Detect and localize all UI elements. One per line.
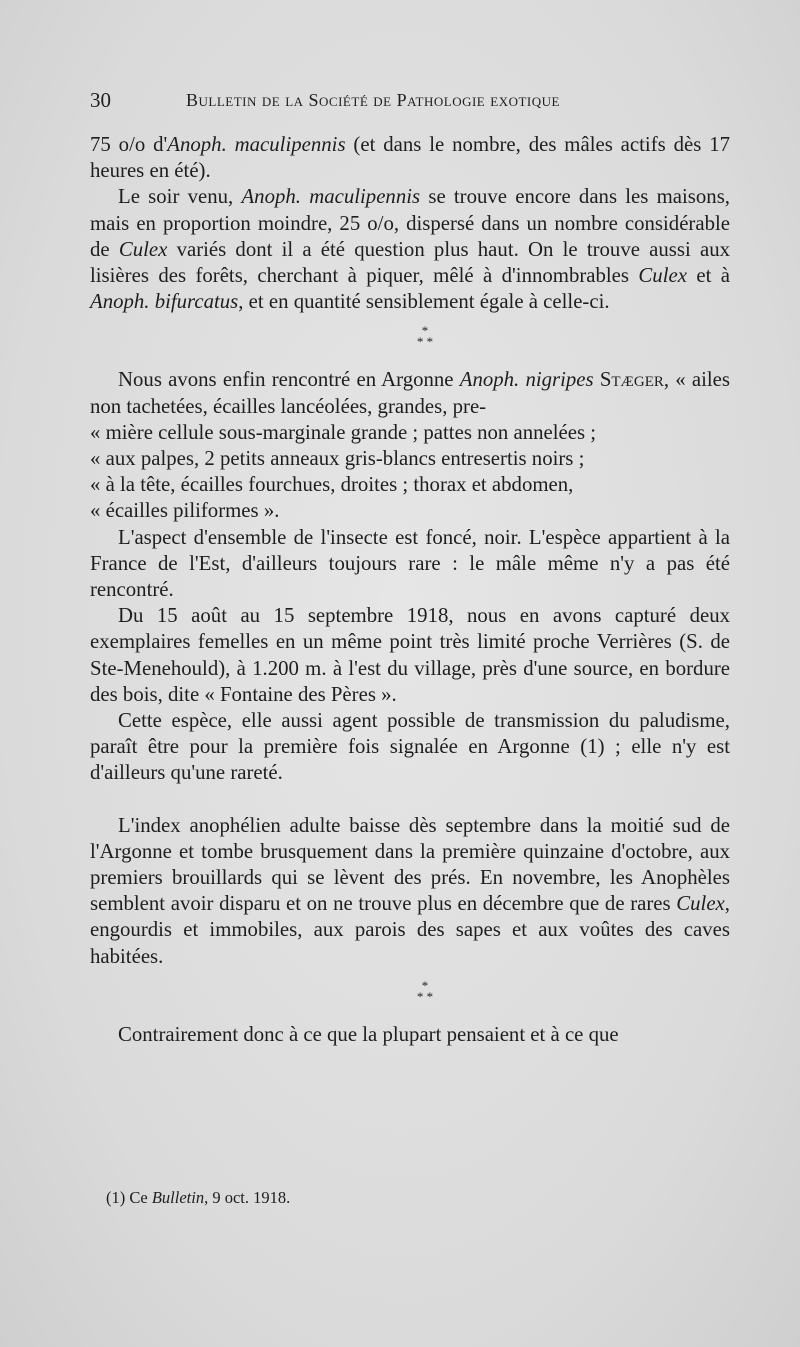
quote-line-4: « écailles piliformes ». — [90, 499, 280, 523]
paragraph-6: Cette espèce, elle aussi agent possible de transmission du paludisme, paraît être pour la première fois signalée en Argonne (1) ; elle n'y est d'ailleurs qu'une rareté. — [90, 709, 730, 785]
quote-line-1: « mière cellule sous-marginale grande ; pattes non annelées ; — [90, 420, 597, 444]
section-asterism: * * * — [416, 323, 434, 350]
running-title: Bulletin de la Société de Pathologie exotique — [186, 90, 560, 110]
page-number: 30 — [90, 88, 111, 112]
page-header — [90, 88, 730, 118]
paragraph-3: Nous avons enfin rencontré en Argonne Anoph. nigripes Stæger, « ailes non tachetées, écailles lancéolées, grandes, pre- — [90, 368, 731, 418]
section-asterism-2: * * * — [416, 977, 434, 1004]
paragraph-4: L'aspect d'ensemble de l'insecte est foncé, noir. L'espèce appartient à la France de l'Est, d'ailleurs toujours rare : le mâle même n'y a pas été rencontré. — [90, 525, 730, 602]
body-text — [90, 132, 730, 1048]
quote-line-3: « à la tête, écailles fourchues, droites ; thorax et abdomen, — [90, 473, 574, 497]
paragraph-1: 75 o/o d'Anoph. maculipennis (et dans le nombre, des mâles actifs dès 17 heures en été). — [90, 133, 730, 183]
paragraph-2: Le soir venu, Anoph. maculipennis se trouve encore dans les maisons, mais en proportion moindre, 25 o/o, dispersé dans un nombre considérable de Culex variés dont il a été question plus haut. On le trouve aussi aux lisières des forêts, cherchant à piquer, mêlé à d'innombrables Culex et à Anoph. bifurcatus, et en quantité sensiblement égale à celle-ci. — [90, 185, 730, 314]
paragraph-8: Contrairement donc à ce que la plupart pensaient et à ce que — [118, 1022, 619, 1046]
paragraph-7: L'index anophélien adulte baisse dès septembre dans la moitié sud de l'Argonne et tombe brusquement dans la première quinzaine d'octobre, aux premiers brouillards qui se lèvent des prés. En novembre, les Anophèles semblent avoir disparu et on ne trouve plus en décembre que de rares Culex, engourdis et immobiles, aux parois des sapes et aux voûtes des caves habitées. — [90, 813, 730, 968]
quote-line-2: « aux palpes, 2 petits anneaux gris-blancs entresertis noirs ; — [90, 447, 585, 471]
paragraph-5: Du 15 août au 15 septembre 1918, nous en avons capturé deux exemplaires femelles en un même point très limité proche Verrières (S. de Ste-Menehould), à 1.200 m. à l'est du village, près d'une source, en bordure des bois, dite « Fontaine des Pères ». — [90, 604, 730, 706]
footnote: (1) Ce Bulletin, 9 oct. 1918. — [106, 1188, 291, 1207]
author-name: Stæger — [599, 368, 664, 392]
